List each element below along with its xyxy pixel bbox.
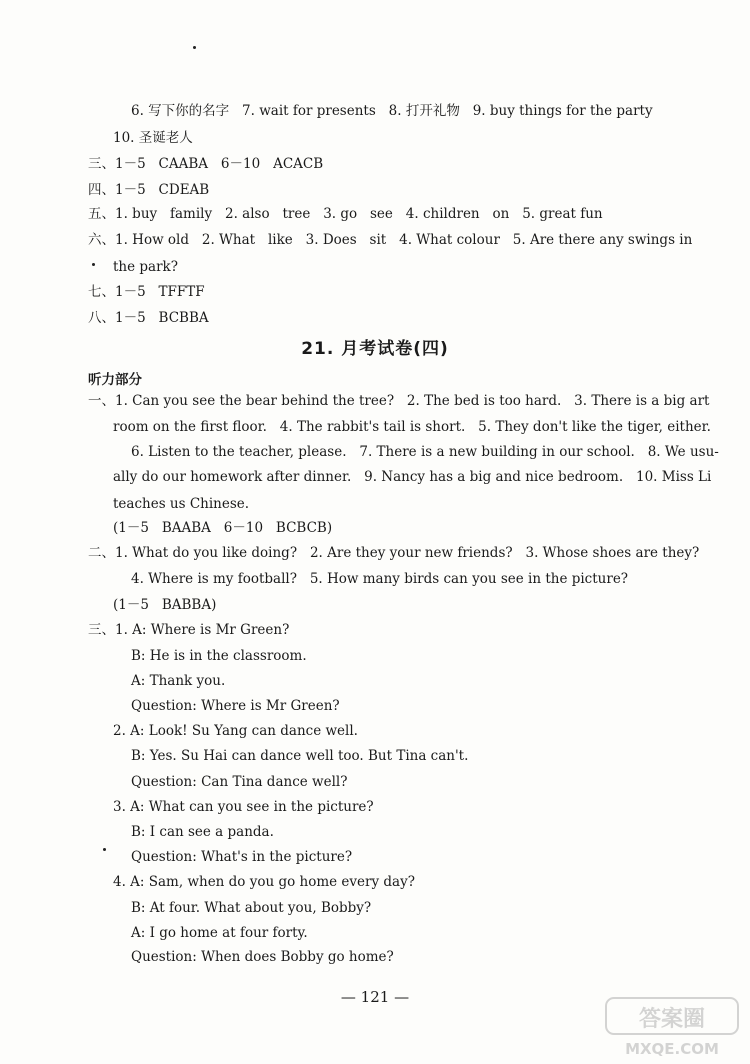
dialogue-line: 三、1. A: Where is Mr Green? bbox=[88, 622, 290, 638]
dialogue-line: A: Thank you. bbox=[131, 673, 226, 689]
dialogue-line: 4. A: Sam, when do you go home every day? bbox=[113, 874, 415, 890]
dialogue-line: B: At four. What about you, Bobby? bbox=[131, 900, 372, 916]
question-line: Question: Can Tina dance well? bbox=[131, 774, 348, 790]
listening-heading: 听力部分 bbox=[88, 372, 142, 388]
answer-line: 四、1－5 CDEAB bbox=[88, 182, 210, 198]
question-line: Question: Where is Mr Green? bbox=[131, 698, 340, 714]
watermark-logo bbox=[602, 996, 742, 1058]
speck bbox=[92, 263, 95, 266]
transcript-line: 6. Listen to the teacher, please. 7. There is a new building in our school. 8. We usu- bbox=[131, 444, 719, 460]
answer-line: 七、1－5 TFFTF bbox=[88, 284, 205, 300]
answer-line: (1－5 BABBA) bbox=[113, 597, 217, 613]
dialogue-line: A: I go home at four forty. bbox=[131, 925, 308, 941]
watermark-top: 答案圈 bbox=[638, 1007, 706, 1032]
answer-line: 五、1. buy family 2. also tree 3. go see 4. children on 5. great fun bbox=[88, 206, 603, 222]
dialogue-line: 2. A: Look! Su Yang can dance well. bbox=[113, 723, 358, 739]
speck bbox=[103, 848, 106, 851]
speck bbox=[193, 46, 196, 49]
page-number: — 121 — bbox=[340, 988, 410, 1006]
answer-line: 八、1－5 BCBBA bbox=[88, 310, 209, 326]
watermark-bottom: MXQE.COM bbox=[625, 1040, 719, 1058]
transcript-line: 二、1. What do you like doing? 2. Are they your new friends? 3. Whose shoes are they? bbox=[88, 545, 700, 561]
answer-line: 6. 写下你的名字 7. wait for presents 8. 打开礼物 9. buy things for the party bbox=[131, 103, 653, 119]
transcript-line: room on the first floor. 4. The rabbit's tail is short. 5. They don't like the tiger, either. bbox=[113, 419, 711, 435]
dialogue-line: 3. A: What can you see in the picture? bbox=[113, 799, 374, 815]
question-line: Question: When does Bobby go home? bbox=[131, 949, 394, 965]
transcript-line: 一、1. Can you see the bear behind the tree? 2. The bed is too hard. 3. There is a big art bbox=[88, 393, 710, 409]
transcript-line: 4. Where is my football? 5. How many birds can you see in the picture? bbox=[131, 571, 629, 587]
answer-line: 六、1. How old 2. What like 3. Does sit 4. What colour 5. Are there any swings in bbox=[88, 232, 693, 248]
answer-line: the park? bbox=[113, 259, 178, 275]
answer-line: 三、1－5 CAABA 6－10 ACACB bbox=[88, 156, 324, 172]
section-title: 21. 月考试卷(四) bbox=[301, 339, 449, 359]
dialogue-line: B: Yes. Su Hai can dance well too. But Tina can't. bbox=[131, 748, 469, 764]
answer-line: (1－5 BAABA 6－10 BCBCB) bbox=[113, 520, 333, 536]
question-line: Question: What's in the picture? bbox=[131, 849, 353, 865]
transcript-line: teaches us Chinese. bbox=[113, 496, 250, 512]
transcript-line: ally do our homework after dinner. 9. Nancy has a big and nice bedroom. 10. Miss Li bbox=[113, 469, 712, 485]
answer-line: 10. 圣诞老人 bbox=[113, 130, 193, 146]
dialogue-line: B: I can see a panda. bbox=[131, 824, 274, 840]
dialogue-line: B: He is in the classroom. bbox=[131, 648, 307, 664]
